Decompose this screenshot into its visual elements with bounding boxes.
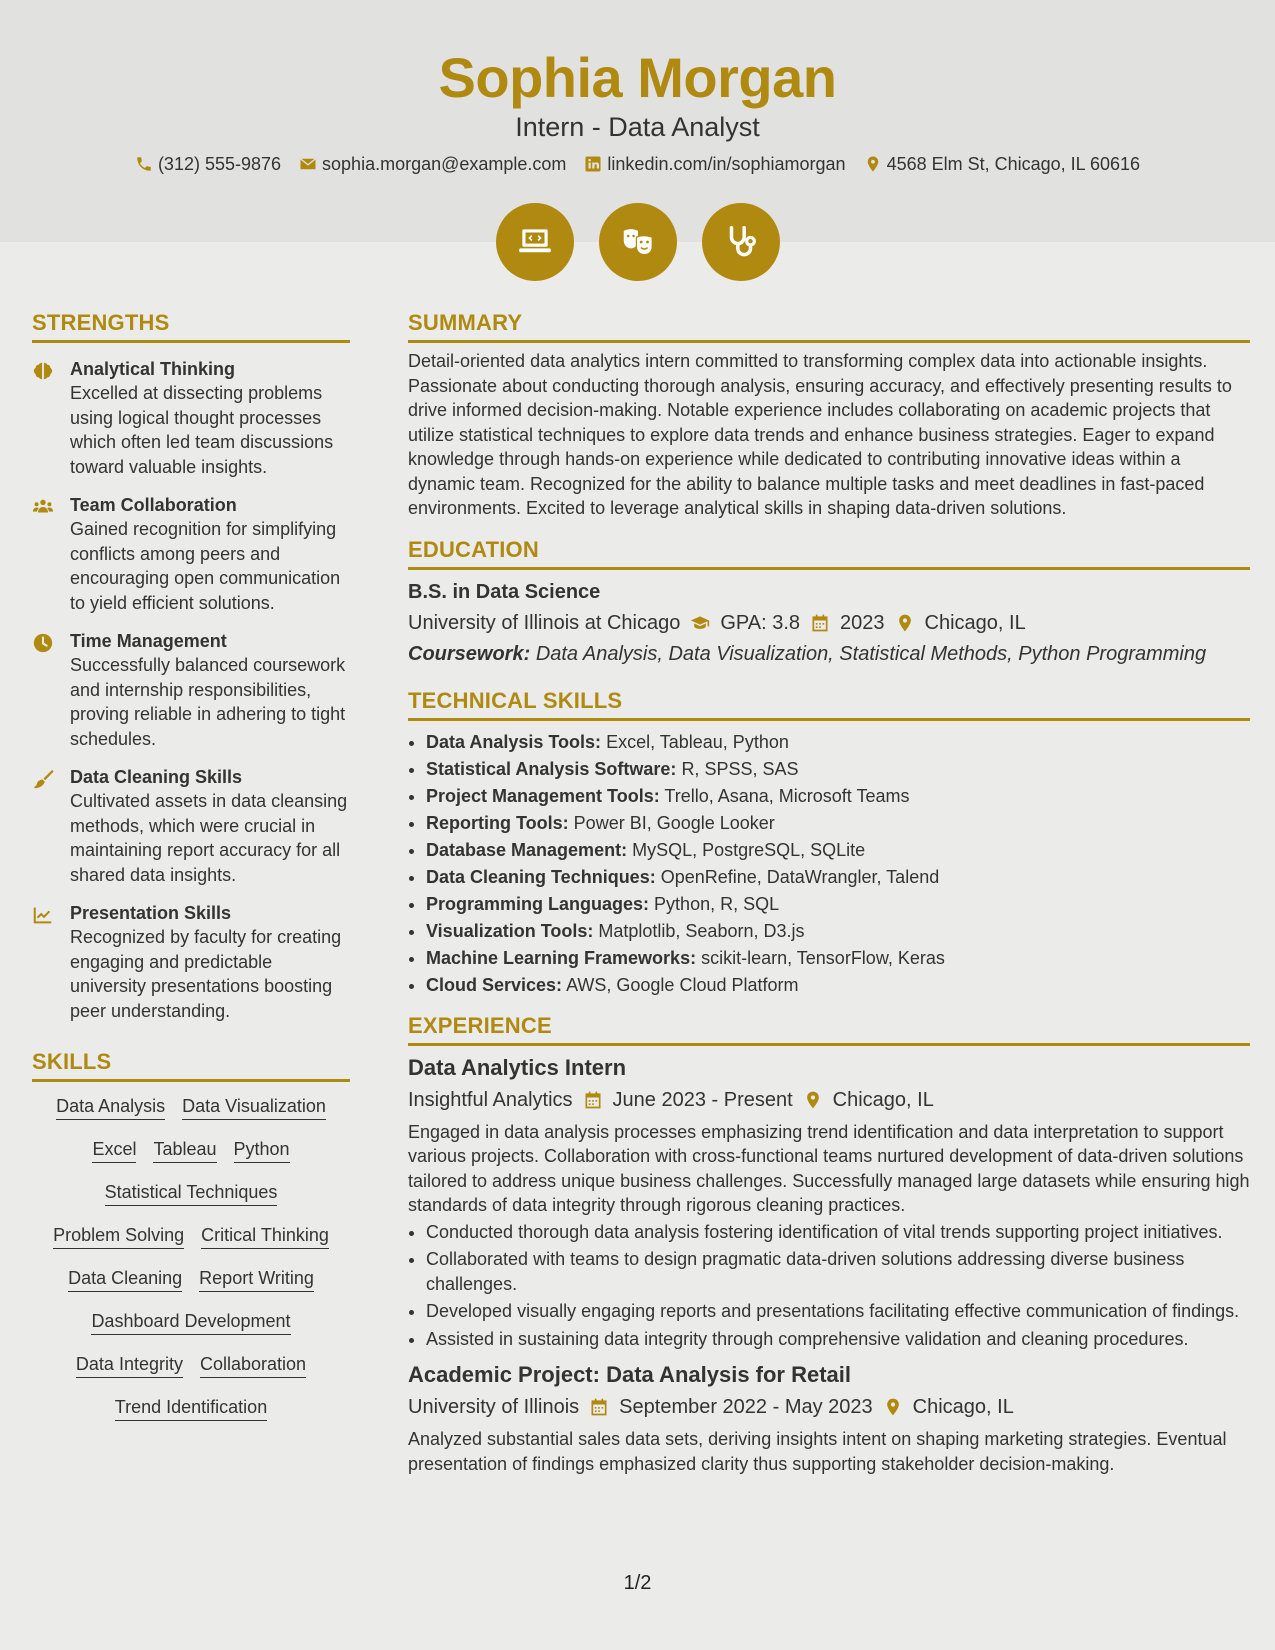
strength-desc: Gained recognition for simplifying conflicts among peers and encouraging open communication to yield efficient solutions. [70, 519, 341, 613]
list-item [426, 864, 1250, 891]
contact-phone[interactable] [135, 152, 281, 176]
tech-value: R, SPSS, SAS [681, 758, 799, 779]
clock-icon [32, 632, 54, 654]
skill-tag: Dashboard Development [91, 1309, 290, 1335]
job-location: Chicago, IL [832, 1088, 934, 1111]
skills-cloud [32, 1094, 350, 1421]
strength-title: Data Cleaning Skills [70, 767, 243, 787]
email-text: sophia.morgan@example.com [322, 154, 567, 174]
job-meta [408, 1086, 1250, 1114]
list-item [426, 891, 1250, 918]
envelope-icon [299, 155, 317, 173]
education-meta [408, 609, 1250, 637]
strength-desc: Successfully balanced coursework and internship responsibilities, proving reliable in adhering to tight schedules. [70, 655, 346, 749]
list-item [426, 972, 1250, 999]
tech-label: Data Analysis Tools: [426, 731, 602, 752]
job-dates: September 2022 - May 2023 [619, 1396, 873, 1418]
hobby-icons [0, 203, 1275, 281]
strength-title: Time Management [70, 631, 227, 651]
list-item [426, 837, 1250, 864]
strength-title: Team Collaboration [70, 495, 237, 515]
right-column [408, 310, 1250, 1476]
calendar-icon [810, 613, 830, 633]
linkedin-icon [584, 155, 602, 173]
tech-value: Excel, Tableau, Python [606, 731, 789, 752]
list-item: • Assisted in sustaining data integrity through comprehensive validation and cleaning procedures. [426, 1327, 1250, 1352]
tech-label: Visualization Tools: [426, 920, 594, 941]
job-description: Analyzed substantial sales data sets, deriving insights intent on shaping marketing strategies. Eventual presentation of findings emphasized clarity thus supporting stakeholder decision-making. [408, 1429, 1227, 1474]
company-name: University of Illinois [408, 1396, 580, 1418]
list-item [426, 918, 1250, 945]
candidate-name: Sophia Morgan [438, 46, 837, 109]
skill-tag: Problem Solving [53, 1223, 184, 1249]
job-dates: June 2023 - Present [612, 1088, 793, 1111]
skill-tag: Report Writing [199, 1266, 314, 1292]
skill-tag: Tableau [153, 1137, 216, 1163]
list-item: • Collaborated with teams to design pragmatic data-driven solutions addressing diverse business challenges. [426, 1247, 1250, 1296]
tech-value: MySQL, PostgreSQL, SQLite [632, 839, 866, 860]
gpa: GPA: 3.8 [720, 611, 801, 634]
strength-item [32, 493, 350, 615]
coursework-list: Data Analysis, Data Visualization, Statistical Methods, Python Programming [535, 642, 1207, 665]
list-item: • Conducted thorough data analysis fostering identification of vital trends supporting project initiatives. [426, 1220, 1250, 1245]
strength-title: Analytical Thinking [70, 359, 236, 379]
skill-tag: Data Analysis [56, 1094, 165, 1120]
brain-icon [32, 360, 54, 382]
tech-label: Reporting Tools: [426, 812, 569, 833]
theater-masks-icon [619, 223, 657, 261]
hobby-theater [599, 203, 677, 281]
map-marker-icon [803, 1090, 823, 1110]
list-item [426, 810, 1250, 837]
tech-label: Machine Learning Frameworks: [426, 947, 697, 968]
tech-label: Database Management: [426, 839, 628, 860]
job-meta [408, 1393, 1250, 1421]
page-number: 1/2 [623, 1572, 652, 1594]
skill-tag: Data Visualization [182, 1094, 326, 1120]
experience-heading: EXPERIENCE [408, 1013, 1250, 1046]
users-icon [32, 496, 54, 518]
contact-address [864, 152, 1141, 176]
tech-value: Matplotlib, Seaborn, D3.js [598, 920, 805, 941]
graduation-year: 2023 [840, 611, 885, 634]
job-title: Data Analytics Intern [408, 1054, 627, 1080]
skill-tag: Critical Thinking [201, 1223, 329, 1249]
list-item [426, 729, 1250, 756]
education-heading: EDUCATION [408, 537, 1250, 570]
hobby-medicine [702, 203, 780, 281]
tech-label: Cloud Services: [426, 974, 563, 995]
summary-heading: SUMMARY [408, 310, 1250, 343]
tech-value: Trello, Asana, Microsoft Teams [664, 785, 910, 806]
list-item [426, 945, 1250, 972]
map-marker-icon [895, 613, 915, 633]
tech-value: OpenRefine, DataWrangler, Talend [660, 866, 940, 887]
phone-icon [135, 155, 153, 173]
address-text: 4568 Elm St, Chicago, IL 60616 [886, 154, 1141, 174]
strength-title: Presentation Skills [70, 903, 232, 923]
phone-text: (312) 555-9876 [157, 154, 282, 174]
contact-linkedin[interactable] [584, 152, 845, 176]
company-name: Insightful Analytics [408, 1088, 573, 1111]
job-bullets [408, 1220, 1250, 1352]
job-location: Chicago, IL [912, 1396, 1014, 1418]
laptop-code-icon [516, 223, 554, 261]
technical-skills-list [408, 729, 1250, 999]
calendar-icon [589, 1397, 609, 1417]
list-item: • Developed visually engaging reports and presentations facilitating effective communication of findings. [426, 1299, 1250, 1324]
tech-value: AWS, Google Cloud Platform [566, 974, 799, 995]
skill-tag: Data Cleaning [68, 1266, 182, 1292]
tech-label: Programming Languages: [426, 893, 650, 914]
strength-desc: Excelled at dissecting problems using logical thought processes which often led team discussions toward valuable insights. [70, 383, 334, 477]
tech-value: scikit-learn, TensorFlow, Keras [701, 947, 945, 968]
strengths-heading: STRENGTHS [32, 310, 350, 343]
strength-item [32, 629, 350, 751]
strength-item [32, 765, 350, 887]
summary-text: Detail-oriented data analytics intern committed to transforming complex data into actionable insights. Passionate about conducting thorough analysis, ensuring accuracy, and effectively presenting results to drive informed decision-making. Notable experience includes collaborating on academic projects that utilize statistical techniques to explore data trends and enhance business strategies. Eager to expand knowledge through hands-on experience while dedicated to contributing innovative ideas within a dynamic team. Recognized for the ability to balance multiple tasks and meet deadlines in fast-paced environments. Excited to leverage analytical skills in shaping data-driven solutions. [408, 351, 1232, 518]
skill-tag: Data Integrity [76, 1352, 183, 1378]
strength-item [32, 357, 350, 479]
school-name: University of Illinois at Chicago [408, 611, 681, 634]
left-column [32, 310, 350, 1438]
linkedin-text: linkedin.com/in/sophiamorgan [607, 154, 846, 174]
education-location: Chicago, IL [924, 611, 1026, 634]
chart-line-icon [32, 904, 54, 926]
broom-icon [32, 768, 54, 790]
tech-value: Power BI, Google Looker [573, 812, 775, 833]
strength-item [32, 901, 350, 1023]
strength-desc: Recognized by faculty for creating engaging and predictable university presentations boosting peer understanding. [70, 927, 342, 1021]
map-marker-icon [864, 155, 882, 173]
hobby-coding [496, 203, 574, 281]
stethoscope-icon [722, 223, 760, 261]
tech-value: Python, R, SQL [654, 893, 780, 914]
skills-heading: SKILLS [32, 1049, 350, 1082]
coursework-label: Coursework: [408, 642, 531, 665]
graduation-cap-icon [690, 613, 710, 633]
coursework [408, 640, 1250, 668]
skill-tag: Statistical Techniques [105, 1180, 278, 1206]
technical-skills-heading: TECHNICAL SKILLS [408, 688, 1250, 721]
job-description: Engaged in data analysis processes emphasizing trend identification and data interpretation to support various projects. Collaboration with cross-functional teams nurtured development of data-driven solutions tailored to address unique business challenges. Successfully managed large datasets while ensuring high standards of data integrity through rigorous cleaning practices. [408, 1121, 1250, 1215]
tech-label: Data Cleaning Techniques: [426, 866, 656, 887]
tech-label: Statistical Analysis Software: [426, 758, 677, 779]
contact-email[interactable] [299, 152, 566, 176]
calendar-icon [583, 1090, 603, 1110]
map-marker-icon [883, 1397, 903, 1417]
skill-tag: Trend Identification [115, 1395, 267, 1421]
degree-title: B.S. in Data Science [408, 580, 601, 603]
skill-tag: Collaboration [200, 1352, 306, 1378]
tech-label: Project Management Tools: [426, 785, 660, 806]
skill-tag: Excel [92, 1137, 136, 1163]
strength-desc: Cultivated assets in data cleansing methods, which were crucial in maintaining report accuracy for all shared data insights. [70, 791, 348, 885]
list-item [426, 756, 1250, 783]
job-title: Academic Project: Data Analysis for Retail [408, 1362, 852, 1387]
candidate-role: Intern - Data Analyst [515, 112, 760, 142]
skill-tag: Python [234, 1137, 290, 1163]
contact-bar [0, 152, 1275, 176]
list-item [426, 783, 1250, 810]
